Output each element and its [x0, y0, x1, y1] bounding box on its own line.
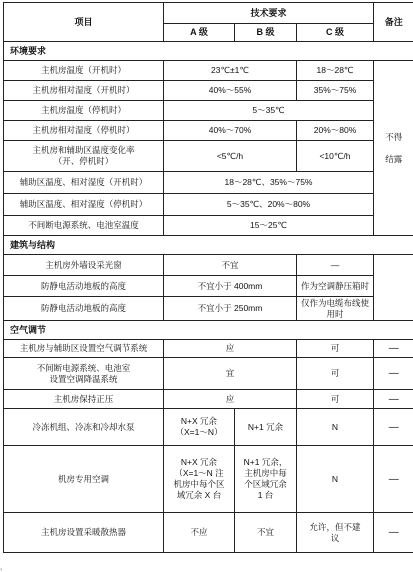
air-row-c: 可	[297, 358, 374, 390]
air-row-remark: —	[374, 446, 413, 513]
air-row-b-line: N+1 冗余，	[244, 457, 288, 467]
air-row-c: N	[297, 446, 374, 513]
air-row-item: 主机房设置采暖散热器	[4, 513, 164, 553]
env-row-item-line2: （开、停机时）	[54, 156, 114, 166]
build-row-ab: 不宜	[164, 255, 297, 276]
air-row-remark: —	[374, 390, 413, 409]
header-item: 项目	[4, 3, 164, 42]
env-row-item	[4, 141, 164, 172]
air-row-ab: 应	[164, 390, 297, 409]
corner-mark: ，	[0, 562, 7, 572]
air-row-remark: —	[374, 513, 413, 553]
air-row-a	[164, 409, 235, 446]
env-row-item: 辅助区温度、相对湿度（开机时）	[4, 172, 164, 194]
env-row-item: 主机房相对湿度（停机时）	[4, 121, 164, 141]
air-row-b: 不宜	[235, 513, 297, 553]
air-row-c	[297, 513, 374, 553]
air-row-b-line: 个区域冗余	[244, 479, 287, 489]
env-remark	[374, 61, 413, 236]
air-row-item: 主机房与辅助区设置空气调节系统	[4, 340, 164, 358]
env-row-abc: 18～28℃、35%～75%	[164, 172, 374, 194]
build-row-ab: 不宜小于 250mm	[164, 297, 297, 321]
env-row-abc: 5～35℃、20%～80%	[164, 194, 374, 216]
env-row-item: 主机房相对湿度（开机时）	[4, 81, 164, 101]
header-grade-b: B 级	[235, 24, 297, 42]
env-row-item: 主机房温度（开机时）	[4, 61, 164, 81]
air-row-item: 主机房保持正压	[4, 390, 164, 409]
env-row-abc: 15～25℃	[164, 216, 374, 236]
air-row-a-line1: N+X 冗余	[181, 416, 217, 426]
env-row-ab: <5℃/h	[164, 141, 297, 172]
air-row-item: 机房专用空调	[4, 446, 164, 513]
section-build: 建筑与结构	[4, 236, 413, 255]
air-row-c: N	[297, 409, 374, 446]
air-row-ab: 应	[164, 340, 297, 358]
air-row-remark: —	[374, 358, 413, 390]
env-row-c: <10℃/h	[297, 141, 374, 172]
env-row-c: 18～28℃	[297, 61, 374, 81]
env-remark-line2: 结露	[385, 154, 402, 164]
air-row-c-line1: 允许，但不建	[309, 522, 360, 532]
air-row-item: 冷冻机组、冷冻和冷却水泵	[4, 409, 164, 446]
env-row-item: 主机房温度（停机时）	[4, 101, 164, 121]
air-row-b: N+1 冗余	[235, 409, 297, 446]
build-row-item: 主机房外墙设采光窗	[4, 255, 164, 276]
build-row-c: 作为空调静压箱时	[297, 276, 374, 297]
air-row-c: 可	[297, 340, 374, 358]
build-row-item: 防静电活动地板的高度	[4, 276, 164, 297]
air-row-a	[164, 446, 235, 513]
build-row-ab: 不宜小于 400mm	[164, 276, 297, 297]
header-grade-a: A 级	[164, 24, 235, 42]
air-row-b-line: 1 台	[258, 490, 274, 500]
env-row-item: 不间断电源系统、电池室温度	[4, 216, 164, 236]
env-row-c: 35%～75%	[297, 81, 374, 101]
env-row-c: 20%～80%	[297, 121, 374, 141]
air-row-b-line: 主机房中每	[244, 468, 287, 478]
air-row-b	[235, 446, 297, 513]
air-row-item	[4, 358, 164, 390]
tech-requirements-table	[3, 2, 413, 553]
section-env: 环境要求	[4, 42, 413, 61]
air-row-a-line: 域冗余 X 台	[177, 490, 221, 500]
build-remark	[374, 255, 413, 321]
build-row-item: 防静电活动地板的高度	[4, 297, 164, 321]
build-row-c: —	[297, 255, 374, 276]
env-remark-line1: 不得	[385, 132, 402, 142]
air-row-a-line: 机房中每个区	[173, 479, 224, 489]
env-row-ab: 23℃±1℃	[164, 61, 297, 81]
env-row-abc: 5～35℃	[164, 101, 374, 121]
env-row-ab: 40%～55%	[164, 81, 297, 101]
env-row-item: 辅助区温度、相对湿度（停机时）	[4, 194, 164, 216]
env-row-item-line1: 主机房和辅助区温度变化率	[32, 145, 134, 155]
air-row-a-line: （X=1～N 注	[174, 468, 223, 478]
air-row-remark: —	[374, 409, 413, 446]
header-remark: 备注	[374, 3, 413, 42]
air-row-c: 可	[297, 390, 374, 409]
section-air: 空气调节	[4, 321, 413, 340]
air-row-a: 不应	[164, 513, 235, 553]
air-row-a-line: N+X 冗余	[181, 457, 217, 467]
air-row-ab: 宜	[164, 358, 297, 390]
header-grade-c: C 级	[297, 24, 374, 42]
air-row-remark: —	[374, 340, 413, 358]
header-tech-req: 技术要求	[164, 3, 374, 24]
build-row-c: 仅作为电缆布线使用时	[297, 297, 374, 321]
air-row-item-line2: 设置空调降温系统	[49, 374, 117, 384]
air-row-a-line2: （X=1～N）	[176, 427, 223, 437]
air-row-item-line1: 不间断电源系统、电池室	[37, 363, 131, 373]
env-row-ab: 40%～70%	[164, 121, 297, 141]
air-row-c-line2: 议	[331, 533, 340, 543]
